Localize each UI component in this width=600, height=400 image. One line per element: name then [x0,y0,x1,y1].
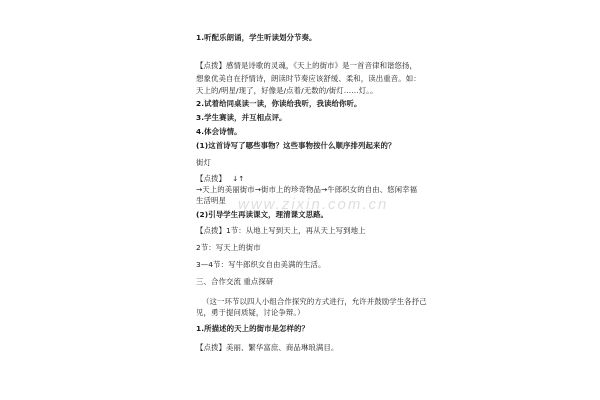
text-line-12: 生活明星 [196,196,226,205]
text-line-10 [196,174,244,184]
text-line-6: 3.学生赛读，并互相点评。 [196,113,287,122]
text-line-21: 【点拨】美丽、繁华富庶、商品琳琅满目。 [196,343,339,352]
text-line-8: (1)这首诗写了哪些事物？这些事物按什么顺序排列起来的？ [196,141,396,150]
text-line-20: 1.所描述的天上的街市是怎样的？ [196,324,310,333]
watermark-text: www.zixin.com.cn [238,196,389,213]
text-line-13: (2)引导学生再读课文，理清课文思路。 [196,210,329,219]
text-line-17: 三、合作交流 重点探研 [196,277,274,286]
text-line-5: 2.试着给同桌读一读，你读给我听，我读给你听。 [196,99,362,108]
text-line-11: →天上的美丽街市→街市上的珍奇物品→牛郎织女的自由、悠闲幸福 [196,185,418,194]
text-line-4: 天上的/明星/现了，好像是/点着/无数的/街灯……灯。。 [196,86,378,95]
text-line-9: 街灯 [196,158,211,167]
text-line-2: 【点拨】感情是诗歌的灵魂，《天上的街市》是一首音律和谐悠扬， [196,61,418,70]
text-line-16: 3—4节：写牛郎织女自由美满的生活。 [196,260,326,269]
text-line-19: 见，勇于提问质疑，讨论争辩。） [196,308,305,317]
up-down-arrow-icon: ↓↑ [232,175,245,183]
text-line-14: 【点拨】1节：从地上写到天上，再从天上写到地上 [196,226,366,235]
text-line-18: （这一环节以四人小组合作探究的方式进行，允许并鼓励学生各抒己 [202,297,427,306]
callout-label: 【点拨】 [196,174,226,183]
text-line-3: 想象优美自在抒情诗，朗读时节奏应该舒缓、柔和，读出重音。如： [196,74,421,83]
text-line-15: 2节：写天上的街市 [196,243,261,252]
text-line-7: 4.体会诗情。 [196,127,242,136]
text-line-1: 1.听配乐朗诵，学生听读划分节奏。 [196,33,317,42]
